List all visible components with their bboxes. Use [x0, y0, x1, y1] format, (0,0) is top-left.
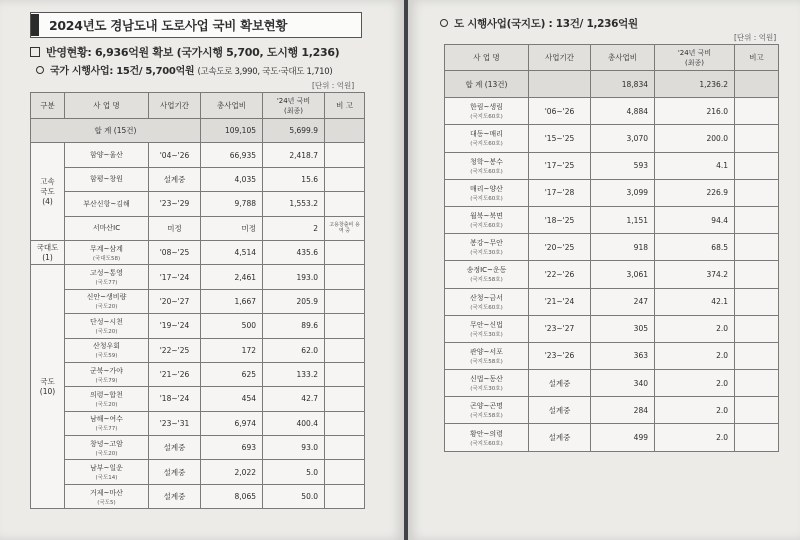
project-route: (국지도60호) [470, 168, 503, 175]
circle-bullet-icon [440, 19, 448, 27]
project-total-cost: 340 [591, 370, 655, 397]
project-period: '17~'24 [149, 265, 201, 289]
project-period: 설계중 [149, 167, 201, 191]
header-category: 구분 [31, 93, 65, 119]
project-name: 월북~북면 [470, 212, 503, 221]
project-cell [445, 397, 529, 424]
project-period: '23~'27 [529, 315, 591, 342]
project-name: 남부~일운 [90, 464, 123, 473]
project-period: '04~'26 [149, 143, 201, 167]
project-period: 설계중 [529, 424, 591, 451]
project-cell [65, 338, 149, 362]
table-row [31, 484, 365, 508]
project-note [735, 98, 779, 125]
total-label: 합 계 (15건) [31, 119, 201, 143]
project-note [325, 362, 365, 386]
project-period: '21~'24 [529, 288, 591, 315]
project-name: 관양~서포 [470, 347, 503, 356]
project-note [325, 167, 365, 191]
project-name: 함양~울산 [90, 151, 123, 160]
project-name: 신법~동산 [470, 375, 503, 384]
project-note [735, 288, 779, 315]
document-title: 2024년도 경남도내 도로사업 국비 확보현황 [49, 18, 288, 33]
project-budget: 68.5 [655, 234, 735, 261]
right-title-text: 도 시행사업(국지도) : 13건/ 1,236억원 [454, 18, 638, 30]
project-route: (국지도58호) [470, 358, 503, 365]
project-name: 무안~신법 [470, 320, 503, 329]
project-period: '21~'26 [149, 362, 201, 386]
project-total-cost: 593 [591, 152, 655, 179]
project-route: (국지도60호) [470, 195, 503, 202]
total-period [529, 71, 591, 98]
project-cell [65, 411, 149, 435]
category-label: 고속 [40, 176, 55, 186]
project-name: 거제~마산 [90, 488, 123, 497]
project-period: '23~'26 [529, 342, 591, 369]
project-route: (국지도30호) [470, 386, 503, 393]
table-row [445, 397, 779, 424]
project-budget: 216.0 [655, 98, 735, 125]
national-label: 국가 시행사업 [50, 66, 110, 77]
project-cell [445, 152, 529, 179]
project-total-cost: 625 [201, 362, 263, 386]
header-budget-sub: (최종) [685, 58, 704, 67]
project-total-cost: 2,022 [201, 460, 263, 484]
project-period: '23~'31 [149, 411, 201, 435]
project-period: '22~'25 [149, 338, 201, 362]
category-label: (4) [42, 196, 53, 206]
project-route: (국도20) [95, 401, 118, 408]
table-row [31, 387, 365, 411]
table-row [31, 338, 365, 362]
project-note [325, 240, 365, 264]
table-row [445, 315, 779, 342]
project-note [325, 314, 365, 338]
header-budget [655, 45, 735, 71]
project-route: (국지도60호) [470, 114, 503, 121]
table-row [445, 342, 779, 369]
project-budget: 133.2 [263, 362, 325, 386]
project-note [735, 206, 779, 233]
project-name: 창녕~고암 [90, 439, 123, 448]
project-route: (국지도60호) [470, 304, 503, 311]
project-budget: 2,418.7 [263, 143, 325, 167]
project-note [735, 315, 779, 342]
square-bullet-icon [30, 47, 40, 57]
project-period: 설계중 [149, 436, 201, 460]
project-budget: 94.4 [655, 206, 735, 233]
project-cell [445, 234, 529, 261]
project-note [735, 234, 779, 261]
project-total-cost: 284 [591, 397, 655, 424]
project-cell [445, 315, 529, 342]
project-total-cost: 4,884 [591, 98, 655, 125]
project-budget: 226.9 [655, 179, 735, 206]
document-title-box [30, 12, 362, 38]
table-row [31, 362, 365, 386]
table-header-row [445, 45, 779, 71]
project-route: (국지도58호) [470, 277, 503, 284]
project-cell [65, 216, 149, 240]
project-note [735, 125, 779, 152]
project-note [735, 261, 779, 288]
table-row [445, 234, 779, 261]
project-period: '20~'25 [529, 234, 591, 261]
project-period: 설계중 [149, 460, 201, 484]
category-label: 국도 [40, 186, 55, 196]
project-budget: 2.0 [655, 342, 735, 369]
project-route: (국도5) [97, 499, 116, 506]
project-route: (국도59) [95, 353, 118, 360]
project-budget: 50.0 [263, 484, 325, 508]
header-note: 비 고 [325, 93, 365, 119]
project-total-cost: 454 [201, 387, 263, 411]
project-period: '15~'25 [529, 125, 591, 152]
project-period: '18~'24 [149, 387, 201, 411]
project-period: 미정 [149, 216, 201, 240]
project-period: '22~'26 [529, 261, 591, 288]
project-total-cost: 4,514 [201, 240, 263, 264]
project-cell [445, 125, 529, 152]
project-name: 청학~봉수 [470, 157, 503, 166]
right-page [408, 0, 800, 540]
project-budget: 2.0 [655, 397, 735, 424]
project-name: 봉강~무안 [470, 239, 503, 248]
table-row [31, 289, 365, 313]
project-cell [65, 460, 149, 484]
project-note [325, 387, 365, 411]
summary-label: 반영현황 [46, 46, 88, 59]
project-total-cost: 9,788 [201, 192, 263, 216]
project-total-cost: 3,061 [591, 261, 655, 288]
project-budget: 400.4 [263, 411, 325, 435]
table-row [445, 125, 779, 152]
project-budget: 193.0 [263, 265, 325, 289]
summary-line [30, 44, 339, 60]
project-note [735, 179, 779, 206]
project-route: (국지도60호) [470, 223, 503, 230]
project-total-cost: 66,935 [201, 143, 263, 167]
project-budget: 2 [263, 216, 325, 240]
project-note [325, 192, 365, 216]
project-cell [65, 143, 149, 167]
project-budget: 15.6 [263, 167, 325, 191]
project-route: (국대도58) [92, 255, 121, 262]
header-project: 사 업 명 [65, 93, 149, 119]
project-route: (국도20) [95, 304, 118, 311]
total-row [31, 119, 365, 143]
summary-detail: (국가시행 5,700, 도시행 1,236) [176, 46, 340, 59]
project-total-cost: 500 [201, 314, 263, 338]
table-row [445, 98, 779, 125]
project-total-cost: 8,065 [201, 484, 263, 508]
project-note [325, 436, 365, 460]
table-row [445, 261, 779, 288]
project-name: 군북~가야 [90, 366, 123, 375]
project-name: 부산신항~김해 [83, 199, 130, 208]
project-budget: 4.1 [655, 152, 735, 179]
project-cell [65, 387, 149, 411]
project-note [735, 370, 779, 397]
project-period: '19~'24 [149, 314, 201, 338]
national-detail: (고속도로 3,990, 국도·국대도 1,710) [197, 67, 333, 77]
project-name: 황안~의령 [470, 429, 503, 438]
project-note [325, 265, 365, 289]
table-row [31, 411, 365, 435]
project-cell [445, 98, 529, 125]
project-total-cost: 2,461 [201, 265, 263, 289]
project-total-cost: 1,667 [201, 289, 263, 313]
table-row [31, 143, 365, 167]
project-name: 매리~양산 [470, 184, 503, 193]
total-row [445, 71, 779, 98]
table-row [445, 370, 779, 397]
circle-bullet-icon [36, 66, 44, 74]
project-total-cost: 918 [591, 234, 655, 261]
left-unit-label: [단위 : 억원] [312, 81, 355, 90]
project-note: 고용창출비 용역 중 [325, 216, 365, 240]
header-period: 사업기간 [149, 93, 201, 119]
project-budget: 42.1 [655, 288, 735, 315]
table-row [445, 288, 779, 315]
project-name: 대동~매리 [470, 130, 503, 139]
project-cell [445, 179, 529, 206]
project-cell [65, 314, 149, 338]
project-route: (국도20) [95, 450, 118, 457]
project-name: 고성~통영 [90, 269, 123, 278]
provincial-projects-table [444, 44, 779, 452]
category-cell [31, 240, 65, 264]
project-route: (국지도30호) [470, 331, 503, 338]
header-period: 사업기간 [529, 45, 591, 71]
header-budget [263, 93, 325, 119]
table-row [445, 152, 779, 179]
project-budget: 200.0 [655, 125, 735, 152]
header-budget-label: '24년 국비 [677, 48, 712, 57]
project-cell [65, 484, 149, 508]
total-cost: 109,105 [201, 119, 263, 143]
project-budget: 374.2 [655, 261, 735, 288]
table-row [445, 206, 779, 233]
project-period: 설계중 [149, 484, 201, 508]
project-route: (국도20) [95, 328, 118, 335]
total-label: 합 계 (13건) [445, 71, 529, 98]
table-row [31, 240, 365, 264]
project-cell [65, 167, 149, 191]
project-total-cost: 3,070 [591, 125, 655, 152]
project-cell [445, 288, 529, 315]
project-period: '18~'25 [529, 206, 591, 233]
project-period: '17~'25 [529, 152, 591, 179]
table-row [31, 436, 365, 460]
national-value: : 15건/ 5,700억원 [109, 66, 195, 77]
project-cell [445, 261, 529, 288]
project-note [325, 338, 365, 362]
category-label: 국도 [40, 376, 55, 386]
project-note [735, 342, 779, 369]
project-period: '23~'29 [149, 192, 201, 216]
project-budget: 62.0 [263, 338, 325, 362]
project-cell [445, 206, 529, 233]
project-note [735, 424, 779, 451]
project-total-cost: 1,151 [591, 206, 655, 233]
table-row [31, 265, 365, 289]
project-budget: 2.0 [655, 315, 735, 342]
total-budget: 1,236.2 [655, 71, 735, 98]
project-name: 산청~금서 [470, 293, 503, 302]
project-period: 설계중 [529, 370, 591, 397]
project-note [325, 143, 365, 167]
table-row [31, 192, 365, 216]
national-line [36, 62, 332, 77]
project-cell [65, 289, 149, 313]
project-name: 남해~여수 [90, 415, 123, 424]
header-budget-label: '24년 국비 [276, 96, 311, 105]
table-row [31, 167, 365, 191]
total-cost: 18,834 [591, 71, 655, 98]
right-unit-label: [단위 : 억원] [734, 33, 777, 42]
title-marker [31, 14, 39, 36]
project-route: (국도79) [95, 377, 118, 384]
project-route: (국도77) [95, 280, 118, 287]
project-total-cost: 305 [591, 315, 655, 342]
project-note [735, 152, 779, 179]
project-name: 송정IC~운동 [466, 266, 507, 275]
project-name: 서마산IC [92, 224, 121, 233]
project-budget: 435.6 [263, 240, 325, 264]
total-note [735, 71, 779, 98]
project-route: (국도14) [95, 475, 118, 482]
table-header-row [31, 93, 365, 119]
total-note [325, 119, 365, 143]
project-route: (국지도58호) [470, 413, 503, 420]
project-budget: 93.0 [263, 436, 325, 460]
project-cell [65, 362, 149, 386]
project-total-cost: 363 [591, 342, 655, 369]
table-row [31, 216, 365, 240]
total-budget: 5,699.9 [263, 119, 325, 143]
project-cell [65, 265, 149, 289]
project-total-cost: 499 [591, 424, 655, 451]
category-label: (1) [42, 252, 53, 262]
project-route: (국지도60호) [470, 440, 503, 447]
project-budget: 2.0 [655, 424, 735, 451]
project-period: 설계중 [529, 397, 591, 424]
project-route: (국도77) [95, 426, 118, 433]
header-project: 사 업 명 [445, 45, 529, 71]
project-cell [65, 436, 149, 460]
project-name: 산청우회 [92, 342, 121, 351]
project-note [325, 411, 365, 435]
project-period: '17~'28 [529, 179, 591, 206]
project-budget: 205.9 [263, 289, 325, 313]
table-row [31, 460, 365, 484]
project-period: '08~'25 [149, 240, 201, 264]
project-name: 한림~생림 [470, 103, 503, 112]
project-total-cost: 미정 [201, 216, 263, 240]
project-note [325, 460, 365, 484]
project-total-cost: 693 [201, 436, 263, 460]
summary-value: : 6,936억원 확보 [87, 46, 174, 59]
header-total-cost: 총사업비 [591, 45, 655, 71]
project-budget: 89.6 [263, 314, 325, 338]
category-label: 국대도 [36, 242, 59, 252]
project-name: 의령~합천 [90, 390, 123, 399]
project-name: 곤양~곤명 [470, 402, 503, 411]
project-name: 무계~삼계 [90, 244, 123, 253]
header-note: 비고 [735, 45, 779, 71]
project-cell [445, 370, 529, 397]
project-budget: 1,553.2 [263, 192, 325, 216]
project-cell [65, 192, 149, 216]
project-budget: 2.0 [655, 370, 735, 397]
project-name: 신안~생비량 [86, 293, 127, 302]
header-budget-sub: (최종) [284, 106, 303, 115]
project-total-cost: 247 [591, 288, 655, 315]
project-cell [65, 240, 149, 264]
project-cell [445, 342, 529, 369]
project-note [325, 484, 365, 508]
project-budget: 5.0 [263, 460, 325, 484]
project-name: 함평~창원 [90, 175, 123, 184]
project-total-cost: 3,099 [591, 179, 655, 206]
category-label: (10) [39, 386, 56, 396]
table-row [445, 424, 779, 451]
project-cell [445, 424, 529, 451]
project-total-cost: 4,035 [201, 167, 263, 191]
project-total-cost: 172 [201, 338, 263, 362]
category-cell [31, 143, 65, 241]
project-period: '06~'26 [529, 98, 591, 125]
project-name: 단성~시천 [90, 317, 123, 326]
project-total-cost: 6,974 [201, 411, 263, 435]
project-period: '20~'27 [149, 289, 201, 313]
project-note [325, 289, 365, 313]
right-section-title [440, 16, 638, 31]
project-budget: 42.7 [263, 387, 325, 411]
national-projects-table [30, 92, 365, 509]
project-route: (국지도30호) [470, 250, 503, 257]
category-cell [31, 265, 65, 509]
project-route: (국지도60호) [470, 141, 503, 148]
project-note [735, 397, 779, 424]
header-total-cost: 총사업비 [201, 93, 263, 119]
table-row [445, 179, 779, 206]
table-row [31, 314, 365, 338]
